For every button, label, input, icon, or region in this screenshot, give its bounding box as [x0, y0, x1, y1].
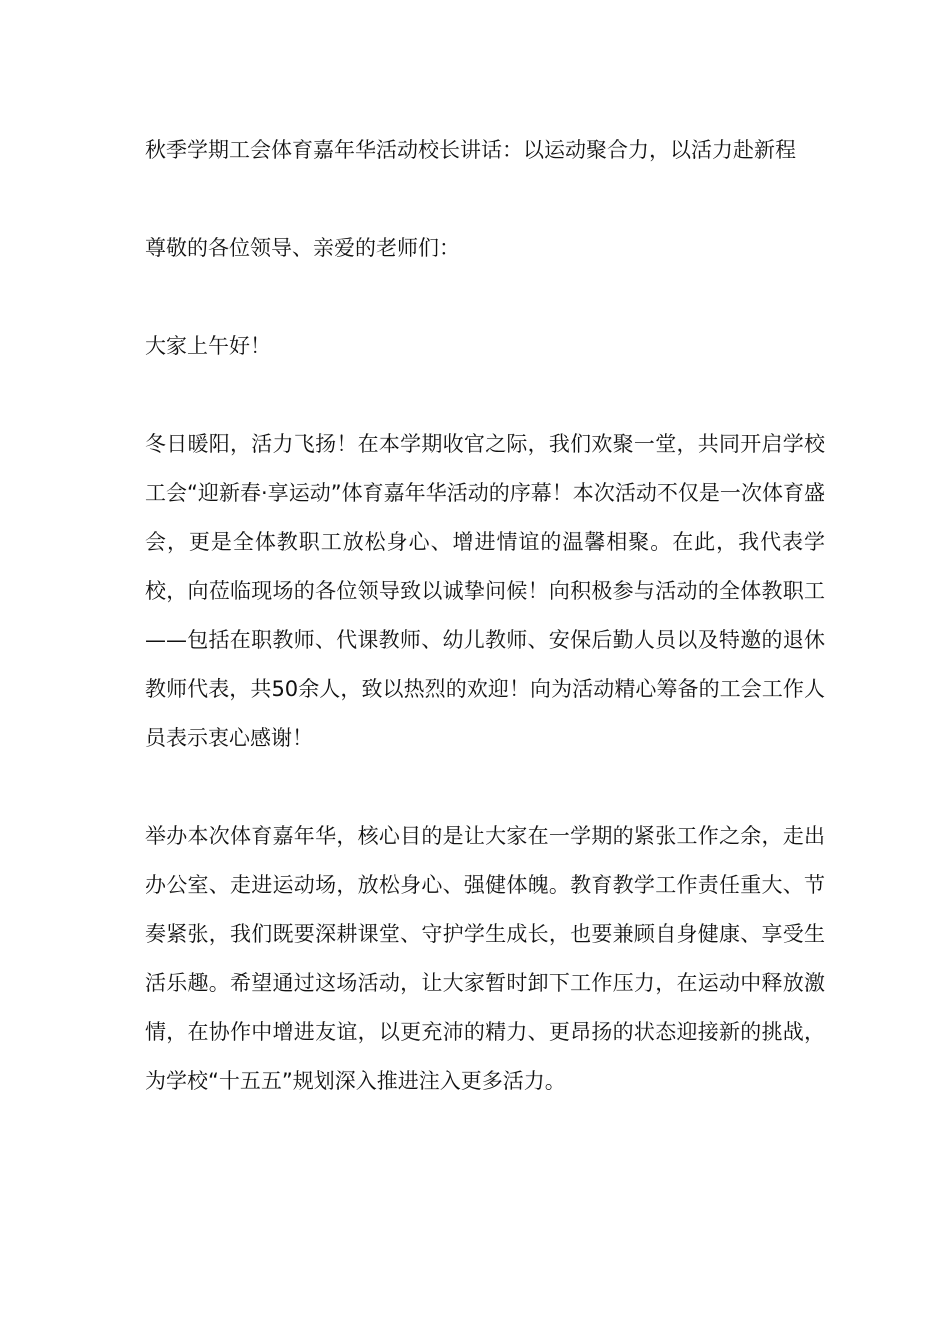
document-body — [145, 126, 825, 1155]
document-title: 秋季学期工会体育嘉年华活动校长讲话：以运动聚合力，以活力赴新程 — [145, 138, 796, 162]
body-paragraph: 举办本次体育嘉年华，核心目的是让大家在一学期的紧张工作之余，走出办公室、走进运动场，放松身心、强健体魄。教育教学工作责任重大、节奏紧张，我们既要深耕课堂、守护学生成长，也要兼顾自身健康、享受生活乐趣。希望通过这场活动，让大家暂时卸下工作压力，在运动中释放激情，在协作中增进友谊，以更充沛的精力、更昂扬的状态迎接新的挑战，为学校“十五五”规划深入推进注入更多活力。 — [145, 824, 825, 1093]
greeting: 大家上午好！ — [145, 334, 271, 358]
body-paragraph: 冬日暖阳，活力飞扬！在本学期收官之际，我们欢聚一堂，共同开启学校工会“迎新春·享运动”体育嘉年华活动的序幕！本次活动不仅是一次体育盛会，更是全体教职工放松身心、增进情谊的温馨相聚。在此，我代表学校，向莅临现场的各位领导致以诚挚问候！向积极参与活动的全体教职工——包括在职教师、代课教师、幼儿教师、安保后勤人员以及特邀的退休教师代表，共50余人，致以热烈的欢迎！向为活动精心筹备的工会工作人员表示衷心感谢！ — [145, 432, 825, 750]
salutation: 尊敬的各位领导、亲爱的老师们： — [145, 236, 460, 260]
